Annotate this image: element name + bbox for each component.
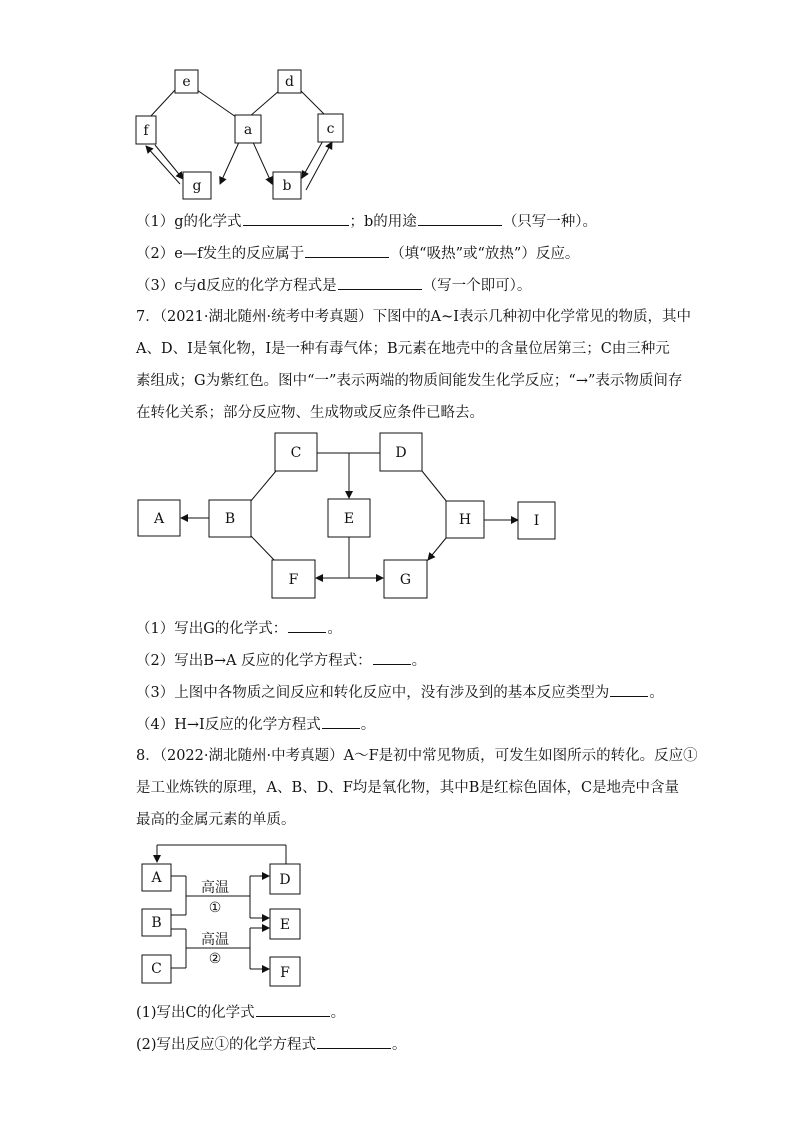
answer-blank[interactable]	[256, 1001, 330, 1017]
condition-high-temp-2: 高温	[201, 932, 229, 948]
node-D: D	[279, 872, 291, 888]
node-B: B	[151, 915, 162, 931]
answer-blank[interactable]	[317, 1033, 391, 1049]
node-A: A	[153, 511, 165, 527]
q6-sub2: （2）e—f发生的反应属于 （填“吸热”或“放热”）反应。	[136, 242, 794, 265]
answer-blank[interactable]	[373, 649, 411, 665]
condition-high-temp-1: 高温	[201, 880, 229, 896]
node-c: c	[326, 121, 335, 137]
node-E: E	[279, 917, 291, 933]
node-A: A	[151, 870, 162, 886]
condition-number-2: ②	[208, 951, 222, 967]
answer-blank[interactable]	[305, 242, 389, 258]
q6-sub3: （3）c与d反应的化学方程式是 （写一个即可）。	[136, 274, 794, 297]
answer-blank[interactable]	[418, 210, 502, 226]
q8-intro-2: 是工业炼铁的原理，A、B、D、F均是氧化物，其中B是红棕色固体，C是地壳中含量	[136, 780, 680, 796]
q8-sub1: (1)写出C的化学式 。	[136, 1001, 794, 1024]
q8-intro-3: 最高的金属元素的单质。	[136, 812, 296, 828]
node-C: C	[290, 445, 302, 461]
answer-blank[interactable]	[338, 274, 422, 290]
node-H: H	[458, 512, 472, 528]
node-a: a	[243, 122, 253, 138]
diagram-q7	[0, 430, 600, 605]
condition-number-1: ①	[208, 900, 222, 916]
q7-sub1: （1）写出G的化学式： 。	[136, 617, 794, 640]
diagram-q6	[0, 60, 400, 210]
answer-blank[interactable]	[610, 681, 648, 697]
node-D: D	[395, 445, 407, 461]
answer-blank[interactable]	[243, 210, 349, 226]
node-F: F	[280, 965, 290, 981]
q7-sub4: （4）H→I反应的化学方程式 。	[136, 713, 794, 736]
node-g: g	[192, 178, 202, 194]
answer-blank[interactable]	[288, 617, 326, 633]
q7-intro-2: A、D、I是氧化物，I是一种有毒气体；B元素在地壳中的含量位居第三；C由三种元	[136, 341, 670, 357]
diagram-q8	[0, 838, 400, 993]
q7-intro-3: 素组成；G为紫红色。图中“一”表示两端的物质间能发生化学反应；“→”表示物质间存	[136, 373, 683, 389]
node-f: f	[143, 123, 149, 139]
node-b: b	[282, 178, 292, 194]
node-I: I	[533, 513, 540, 529]
node-B: B	[224, 511, 236, 527]
node-F: F	[288, 572, 299, 588]
q8-intro-1: 8．（2022·湖北随州·中考真题）A～F是初中常见物质，可发生如图所示的转化。反应①	[136, 748, 698, 764]
node-e: e	[182, 74, 191, 90]
q6-sub1: （1）g的化学式 ；b的用途 （只写一种）。	[136, 210, 794, 233]
node-E: E	[343, 511, 355, 527]
q7-sub3: （3）上图中各物质之间反应和转化反应中，没有涉及到的基本反应类型为 。	[136, 681, 794, 704]
q8-sub2: (2)写出反应①的化学方程式 。	[136, 1033, 794, 1056]
q7-intro-4: 在转化关系；部分反应物、生成物或反应条件已略去。	[136, 405, 484, 421]
q7-sub2: （2）写出B→A 反应的化学方程式： 。	[136, 649, 794, 672]
node-C: C	[151, 961, 162, 977]
q7-intro-1: 7．（2021·湖北随州·统考中考真题）下图中的A~I表示几种初中化学常见的物质，其中	[136, 309, 691, 325]
node-G: G	[399, 572, 412, 588]
node-d: d	[285, 74, 294, 90]
answer-blank[interactable]	[322, 713, 360, 729]
